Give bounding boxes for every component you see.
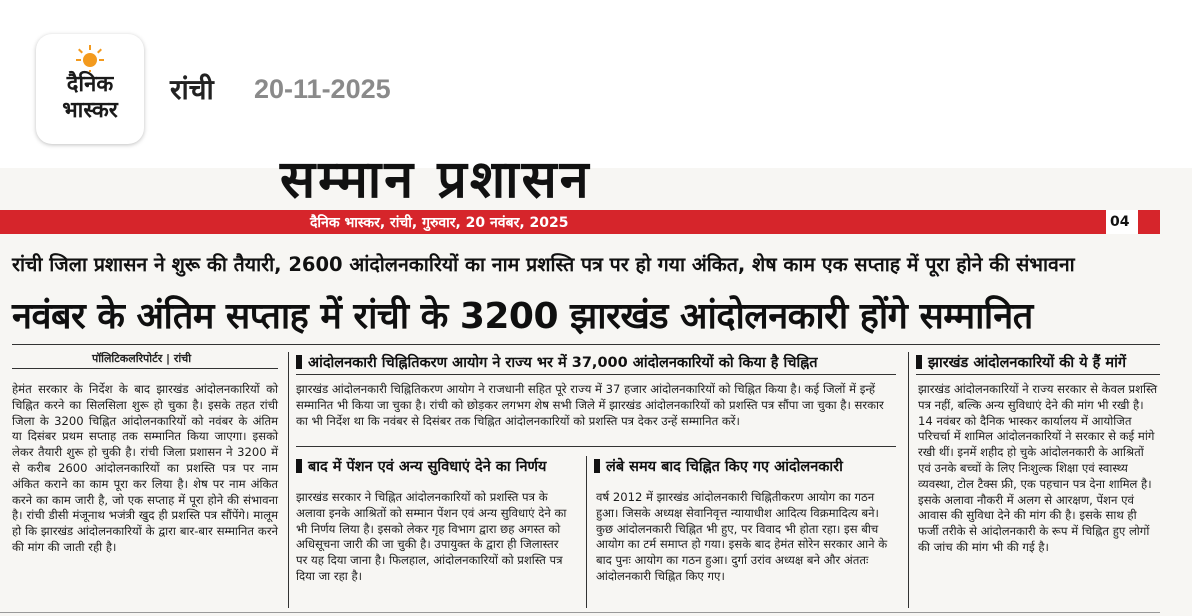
- masthead-text: दैनिक भास्कर, रांची, गुरुवार, 20 नवंबर, 2025: [310, 215, 569, 231]
- newspaper-clipping: [0, 150, 1192, 616]
- headline: नवंबर के अंतिम सप्ताह में रांची के 3200 झारखंड आंदोलनकारी होंगे सम्मानित: [12, 296, 1033, 337]
- dainik-bhaskar-logo[interactable]: [36, 34, 144, 144]
- section-title-demands-text: झारखंड आंदोलनकारियों की ये हैं मांगें: [928, 355, 1126, 371]
- edition-city: रांची: [170, 73, 214, 106]
- footer-rule: [0, 612, 1160, 613]
- section-title-history: [594, 456, 843, 476]
- section-title-commission: [296, 352, 818, 372]
- column-divider-2: [586, 456, 587, 608]
- horizontal-divider: [296, 446, 896, 447]
- sun-icon: [76, 44, 104, 72]
- section-title-commission-text: आंदोलनकारी चिह्नितिकरण आयोग ने राज्य भर में 37,000 आंदोलनकारियों को किया है चिह्नित: [308, 355, 818, 371]
- section-body-history: वर्ष 2012 में झारखंड आंदोलनकारी चिह्नितीकरण आयोग का गठन हुआ। जिसके अध्यक्ष सेवानिवृत्त न्यायाधीश आदित्य विक्रमादित्य बने। कुछ आंदोलनकारी चिह्नित भी हुए, पर विवाद भी होता रहा। इस बीच आयोग का टर्म समाप्त हो गया। इसके बाद हेमंत सोरेन सरकार आने के बाद पुनः आयोग का गठन हुआ। दुर्गा उरांव अध्यक्ष बने और अंततः आंदोलनकारी चिह्नित किए गए।: [596, 490, 888, 583]
- section-marker: [916, 355, 922, 369]
- subheadline: रांची जिला प्रशासन ने शुरू की तैयारी, 2600 आंदोलनकारियों का नाम प्रशस्ति पत्र पर हो गया अंकित, शेष काम एक सप्ताह में पूरा होने की संभावना: [12, 253, 1075, 276]
- page-number: 04: [1110, 214, 1130, 230]
- section-rule-demands: [916, 374, 1160, 375]
- column-divider-1: [288, 352, 289, 608]
- section-marker: [296, 355, 302, 369]
- byline: पॉलिटिकलरिपोर्टर | रांची: [92, 352, 192, 365]
- section-title-pension: [296, 456, 546, 476]
- section-marker: [296, 459, 302, 473]
- logo-line-2: भास्कर: [62, 98, 118, 123]
- logo-line-1: दैनिक: [66, 72, 114, 97]
- section-title-pension-text: बाद में पेंशन एवं अन्य सुविधाएं देने का निर्णय: [308, 459, 547, 475]
- section-title-demands: [916, 352, 1126, 372]
- headline-rule: [12, 344, 1160, 345]
- section-body-pension: झारखंड सरकार ने चिह्नित आंदोलनकारियों को प्रशस्ति पत्र के अलावा इनके आश्रितों को सम्मान पेंशन एवं अन्य सुविधाएं देने का भी निर्णय लिया है। इसको लेकर गृह विभाग द्वारा छह अगस्त को अधिसूचना जारी की जा चुकी है। उपायुक्त के द्वारा ही जिलास्तर पर यह दिया जाना है। फिलहाल, आंदोलनकारियों को प्रशस्ति पत्र दिया जा रहा है।: [296, 490, 567, 583]
- byline-rule: [12, 368, 278, 369]
- cut-off-heading: [280, 150, 640, 210]
- masthead-tip: [1138, 210, 1160, 234]
- section-marker: [594, 459, 600, 473]
- edition-date: 20-11-2025: [254, 74, 391, 104]
- masthead-bar: [0, 210, 1160, 234]
- article-body-main: हेमंत सरकार के निर्देश के बाद झारखंड आंदोलनकारियों को चिह्नित करने का सिलसिला शुरू हो चुका है। इसके तहत रांची जिला के 3200 चिह्नित आंदोलनकारियों को नवंबर के अंतिम या दिसंबर प्रथम सप्ताह तक सम्मानित किया जाएगा। इसको लेकर तैयारी शुरू हो चुकी है। रांची जिला प्रशासन ने 3200 में से करीब 2600 आंदोलनकारियों का प्रशस्ति पत्र पर नाम अंकित कराने का काम पूरा कर लिया है। शेष पर नाम अंकित करने का काम जारी है, जो एक सप्ताह में पूरा होने की संभावना है। रांची डीसी मंजूनाथ भजंत्री खुद ही प्रशस्ति पत्र सौंपेंगे। मालूम हो कि झारखंड आंदोलनकारियों के द्वारा बार-बार सम्मानित करने की मांग की जाती रही है।: [12, 382, 278, 554]
- section-body-demands: झारखंड आंदोलनकारियों ने राज्य सरकार से केवल प्रशस्ति पत्र नहीं, बल्कि अन्य सुविधाएं देने की मांग भी रखी है। 14 नवंबर को दैनिक भास्कर कार्यालय में आयोजित परिचर्चा में शामिल आंदोलनकारियों ने सरकार से कई मांगे रखी थीं। इनमें शहीद हो चुके आंदोलनकारी के आश्रितों एवं उनके बच्चों के लिए निःशुल्क शिक्षा एवं स्वास्थ्य व्यवस्था, टोल टैक्स फ्री, एक पहचान पत्र देना शामिल है। इसके अलावा नौकरी में अलग से आरक्षण, पेंशन एवं आवास की सुविधा देने की मांग की है। इसके साथ ही फर्जी तरीके से आंदोलनकारी के रूप में चिह्नित हुए लोगों की जांच की मांग भी की गई है।: [918, 382, 1158, 554]
- section-rule-commission: [296, 374, 896, 375]
- section-title-history-text: लंबे समय बाद चिह्नित किए गए आंदोलनकारी: [606, 459, 843, 475]
- section-body-commission: झारखंड आंदोलनकारी चिह्नितिकरण आयोग ने राजधानी सहित पूरे राज्य में 37 हजार आंदोलनकारियों को चिह्नित किया है। कई जिलों में इन्हें सम्मानित भी किया जा चुका है। रांची को छोड़कर लगभग शेष सभी जिले में झारखंड आंदोलनकारियों को प्रशस्ति पत्र सौंपा जा चुका है। सरकार का भी निर्देश था कि नवंबर से दिसंबर तक चिह्नित आंदोलनकारियों को प्रशस्ति पत्र देकर उन्हें सम्मानित करें।: [296, 382, 884, 428]
- column-divider-3: [908, 352, 909, 608]
- cut-off-heading-text: सम्मान प्रशासन: [280, 150, 592, 210]
